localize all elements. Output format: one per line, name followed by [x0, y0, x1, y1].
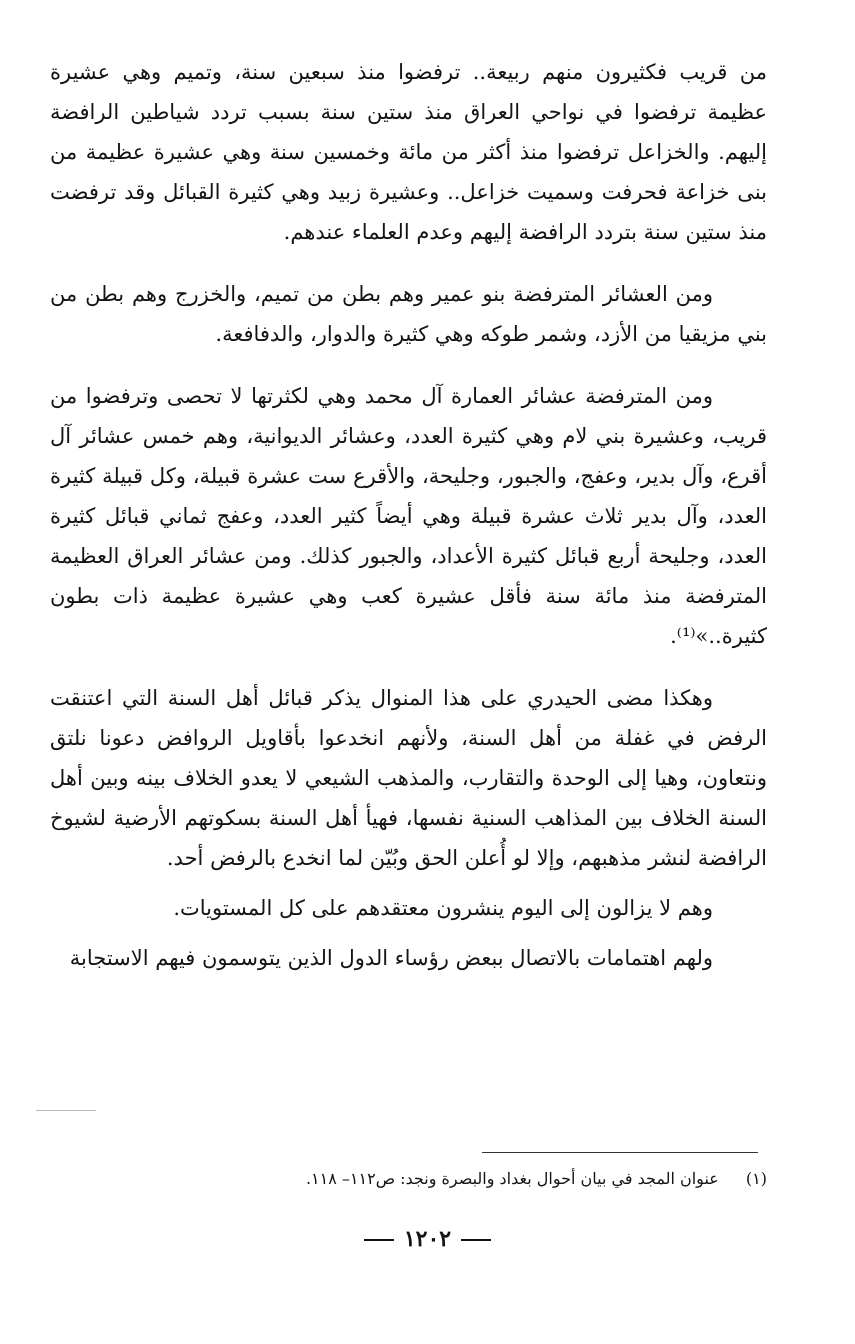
paragraph-6: ولهم اهتمامات بالاتصال ببعض رؤساء الدول الذين يتوسمون فيهم الاستجابة: [69, 946, 713, 970]
paragraph-5: وهم لا يزالون إلى اليوم ينشرون معتقدهم على كل المستويات.: [173, 896, 713, 920]
page-number-value: ١٢٠٢: [403, 1226, 452, 1252]
paragraph-4: وهكذا مضى الحيدري على هذا المنوال يذكر قبائل أهل السنة التي اعتنقت الرفض في غفلة من أهل السنة، ولأنهم انخدعوا بأقاويل الروافض دعونا نلتق ونتعاون، وهيا إلى الوحدة والتقارب، والمذهب الشيعي لا يعدو الخلاف بينه وبين أهل السنة الخلاف بين المذاهب السنية نفسها، فهيأ أهل السنة بسكوتهم الأرضية لشيوخ الرافضة لنشر مذهبهم، وإلا لو أُعلن الحق وبُيّن لما انخدع بالرفض أحد.: [50, 686, 767, 870]
footnote: [200, 1166, 767, 1192]
page-number-dash-right: [364, 1239, 394, 1241]
page-number-dash-left: [461, 1239, 491, 1241]
footnote-divider: [482, 1152, 758, 1153]
footnote-marker: (١): [745, 1169, 767, 1188]
paragraph-1: من قريب فكثيرون منهم ربيعة.. ترفضوا منذ سبعين سنة، وتميم وهي عشيرة عظيمة ترفضوا في نواحي العراق منذ ستين سنة بسبب تردد شياطين الرافضة إليهم. والخزاعل ترفضوا منذ أكثر من مائة وخمسين سنة وهي عشيرة عظيمة من بنى خزاعة فحرفت وسميت خزاعل.. وعشيرة زبيد وهي كثيرة القبائل وقد ترفضت منذ ستين سنة بتردد الرافضة إليهم وعدم العلماء عندهم.: [50, 60, 767, 244]
body-text: [50, 52, 767, 1000]
paragraph-3: ومن المترفضة عشائر العمارة آل محمد وهي لكثرتها لا تحصى وترفضوا من قريب، وعشيرة بني لام وهي كثيرة العدد، وعشائر الديوانية، وهم خمس عشائر آل أقرع، وآل بدير، وعفج، والجبور، وجليحة، والأقرع ست عشرة قبيلة، وكل قبيلة كثيرة العدد، وآل بدير ثلاث عشرة قبيلة وهي أيضاً كثير العدد، وعفج ثماني قبائل كثيرة العدد، وجليحة أربع قبائل كثيرة الأعداد، والجبور كذلك. ومن عشائر العراق العظيمة المترفضة منذ مائة سنة فأقل عشيرة كعب وهي عشيرة عظيمة ذات بطون كثيرة..»⁽¹⁾.: [50, 384, 767, 648]
paragraph-2: ومن العشائر المترفضة بنو عمير وهم بطن من تميم، والخزرج وهم بطن من بني مزيقيا من الأزد، وشمر طوكه وهي كثيرة والدوار، والدفافعة.: [50, 282, 767, 346]
page-number: [0, 1226, 855, 1252]
footnote-text: عنوان المجد في بيان أحوال بغداد والبصرة ونجد: ص١١٢– ١١٨.: [305, 1169, 719, 1188]
margin-mark: [36, 1110, 96, 1111]
